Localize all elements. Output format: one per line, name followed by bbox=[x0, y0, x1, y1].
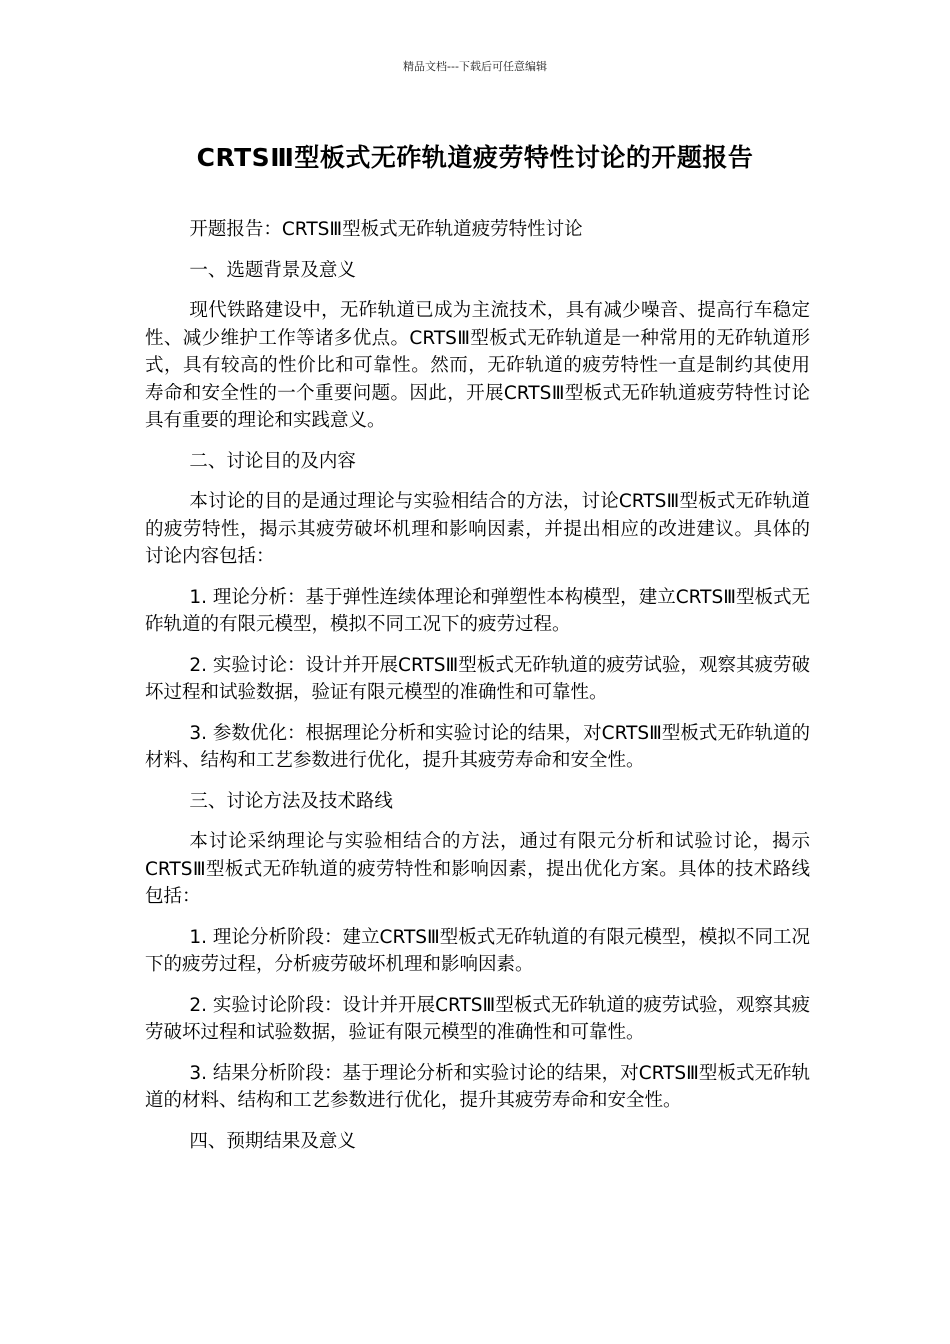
list-item-optimization: 3. 参数优化：根据理论分析和实验讨论的结果，对CRTSⅢ型板式无砟轨道的材料、结构和工艺参数进行优化，提升其疲劳寿命和安全性。 bbox=[145, 722, 810, 771]
list-item-theory: 1. 理论分析：基于弹性连续体理论和弹塑性本构模型，建立CRTSⅢ型板式无砟轨道的有限元模型，模拟不同工况下的疲劳过程。 bbox=[145, 586, 810, 635]
section-heading-expected-results: 四、预期结果及意义 bbox=[189, 1130, 356, 1152]
section-heading-background: 一、选题背景及意义 bbox=[189, 259, 356, 281]
paragraph-methods: 本讨论采纳理论与实验相结合的方法，通过有限元分析和试验讨论，揭示CRTSⅢ型板式无砟轨道的疲劳特性和影响因素，提出优化方案。具体的技术路线包括： bbox=[145, 831, 810, 907]
document-body bbox=[145, 216, 810, 1168]
list-item-experiment-stage: 2. 实验讨论阶段：设计并开展CRTSⅢ型板式无砟轨道的疲劳试验，观察其疲劳破坏过程和试验数据，验证有限元模型的准确性和可靠性。 bbox=[145, 994, 810, 1043]
document-title: CRTSⅢ型板式无砟轨道疲劳特性讨论的开题报告 bbox=[196, 143, 754, 172]
list-item-results-stage: 3. 结果分析阶段：基于理论分析和实验讨论的结果，对CRTSⅢ型板式无砟轨道的材料、结构和工艺参数进行优化，提升其疲劳寿命和安全性。 bbox=[145, 1062, 810, 1111]
paragraph-objectives: 本讨论的目的是通过理论与实验相结合的方法，讨论CRTSⅢ型板式无砟轨道的疲劳特性，揭示其疲劳破坏机理和影响因素，并提出相应的改进建议。具体的讨论内容包括： bbox=[145, 491, 810, 567]
paragraph-background: 现代铁路建设中，无砟轨道已成为主流技术，具有减少噪音、提高行车稳定性、减少维护工作等诸多优点。CRTSⅢ型板式无砟轨道是一种常用的无砟轨道形式，具有较高的性价比和可靠性。然而，无砟轨道的疲劳特性一直是制约其使用寿命和安全性的一个重要问题。因此，开展CRTSⅢ型板式无砟轨道疲劳特性讨论具有重要的理论和实践意义。 bbox=[145, 300, 810, 431]
list-item-theory-stage: 1. 理论分析阶段：建立CRTSⅢ型板式无砟轨道的有限元模型，模拟不同工况下的疲劳过程，分析疲劳破坏机理和影响因素。 bbox=[145, 926, 810, 975]
section-heading-methods: 三、讨论方法及技术路线 bbox=[189, 790, 393, 812]
list-item-experiment: 2. 实验讨论：设计并开展CRTSⅢ型板式无砟轨道的疲劳试验，观察其疲劳破坏过程和试验数据，验证有限元模型的准确性和可靠性。 bbox=[145, 654, 810, 703]
paragraph-report-heading: 开题报告：CRTSⅢ型板式无砟轨道疲劳特性讨论 bbox=[189, 219, 583, 240]
header-note: 精品文档---下载后可任意编辑 bbox=[403, 60, 547, 73]
section-heading-objectives: 二、讨论目的及内容 bbox=[189, 450, 356, 472]
